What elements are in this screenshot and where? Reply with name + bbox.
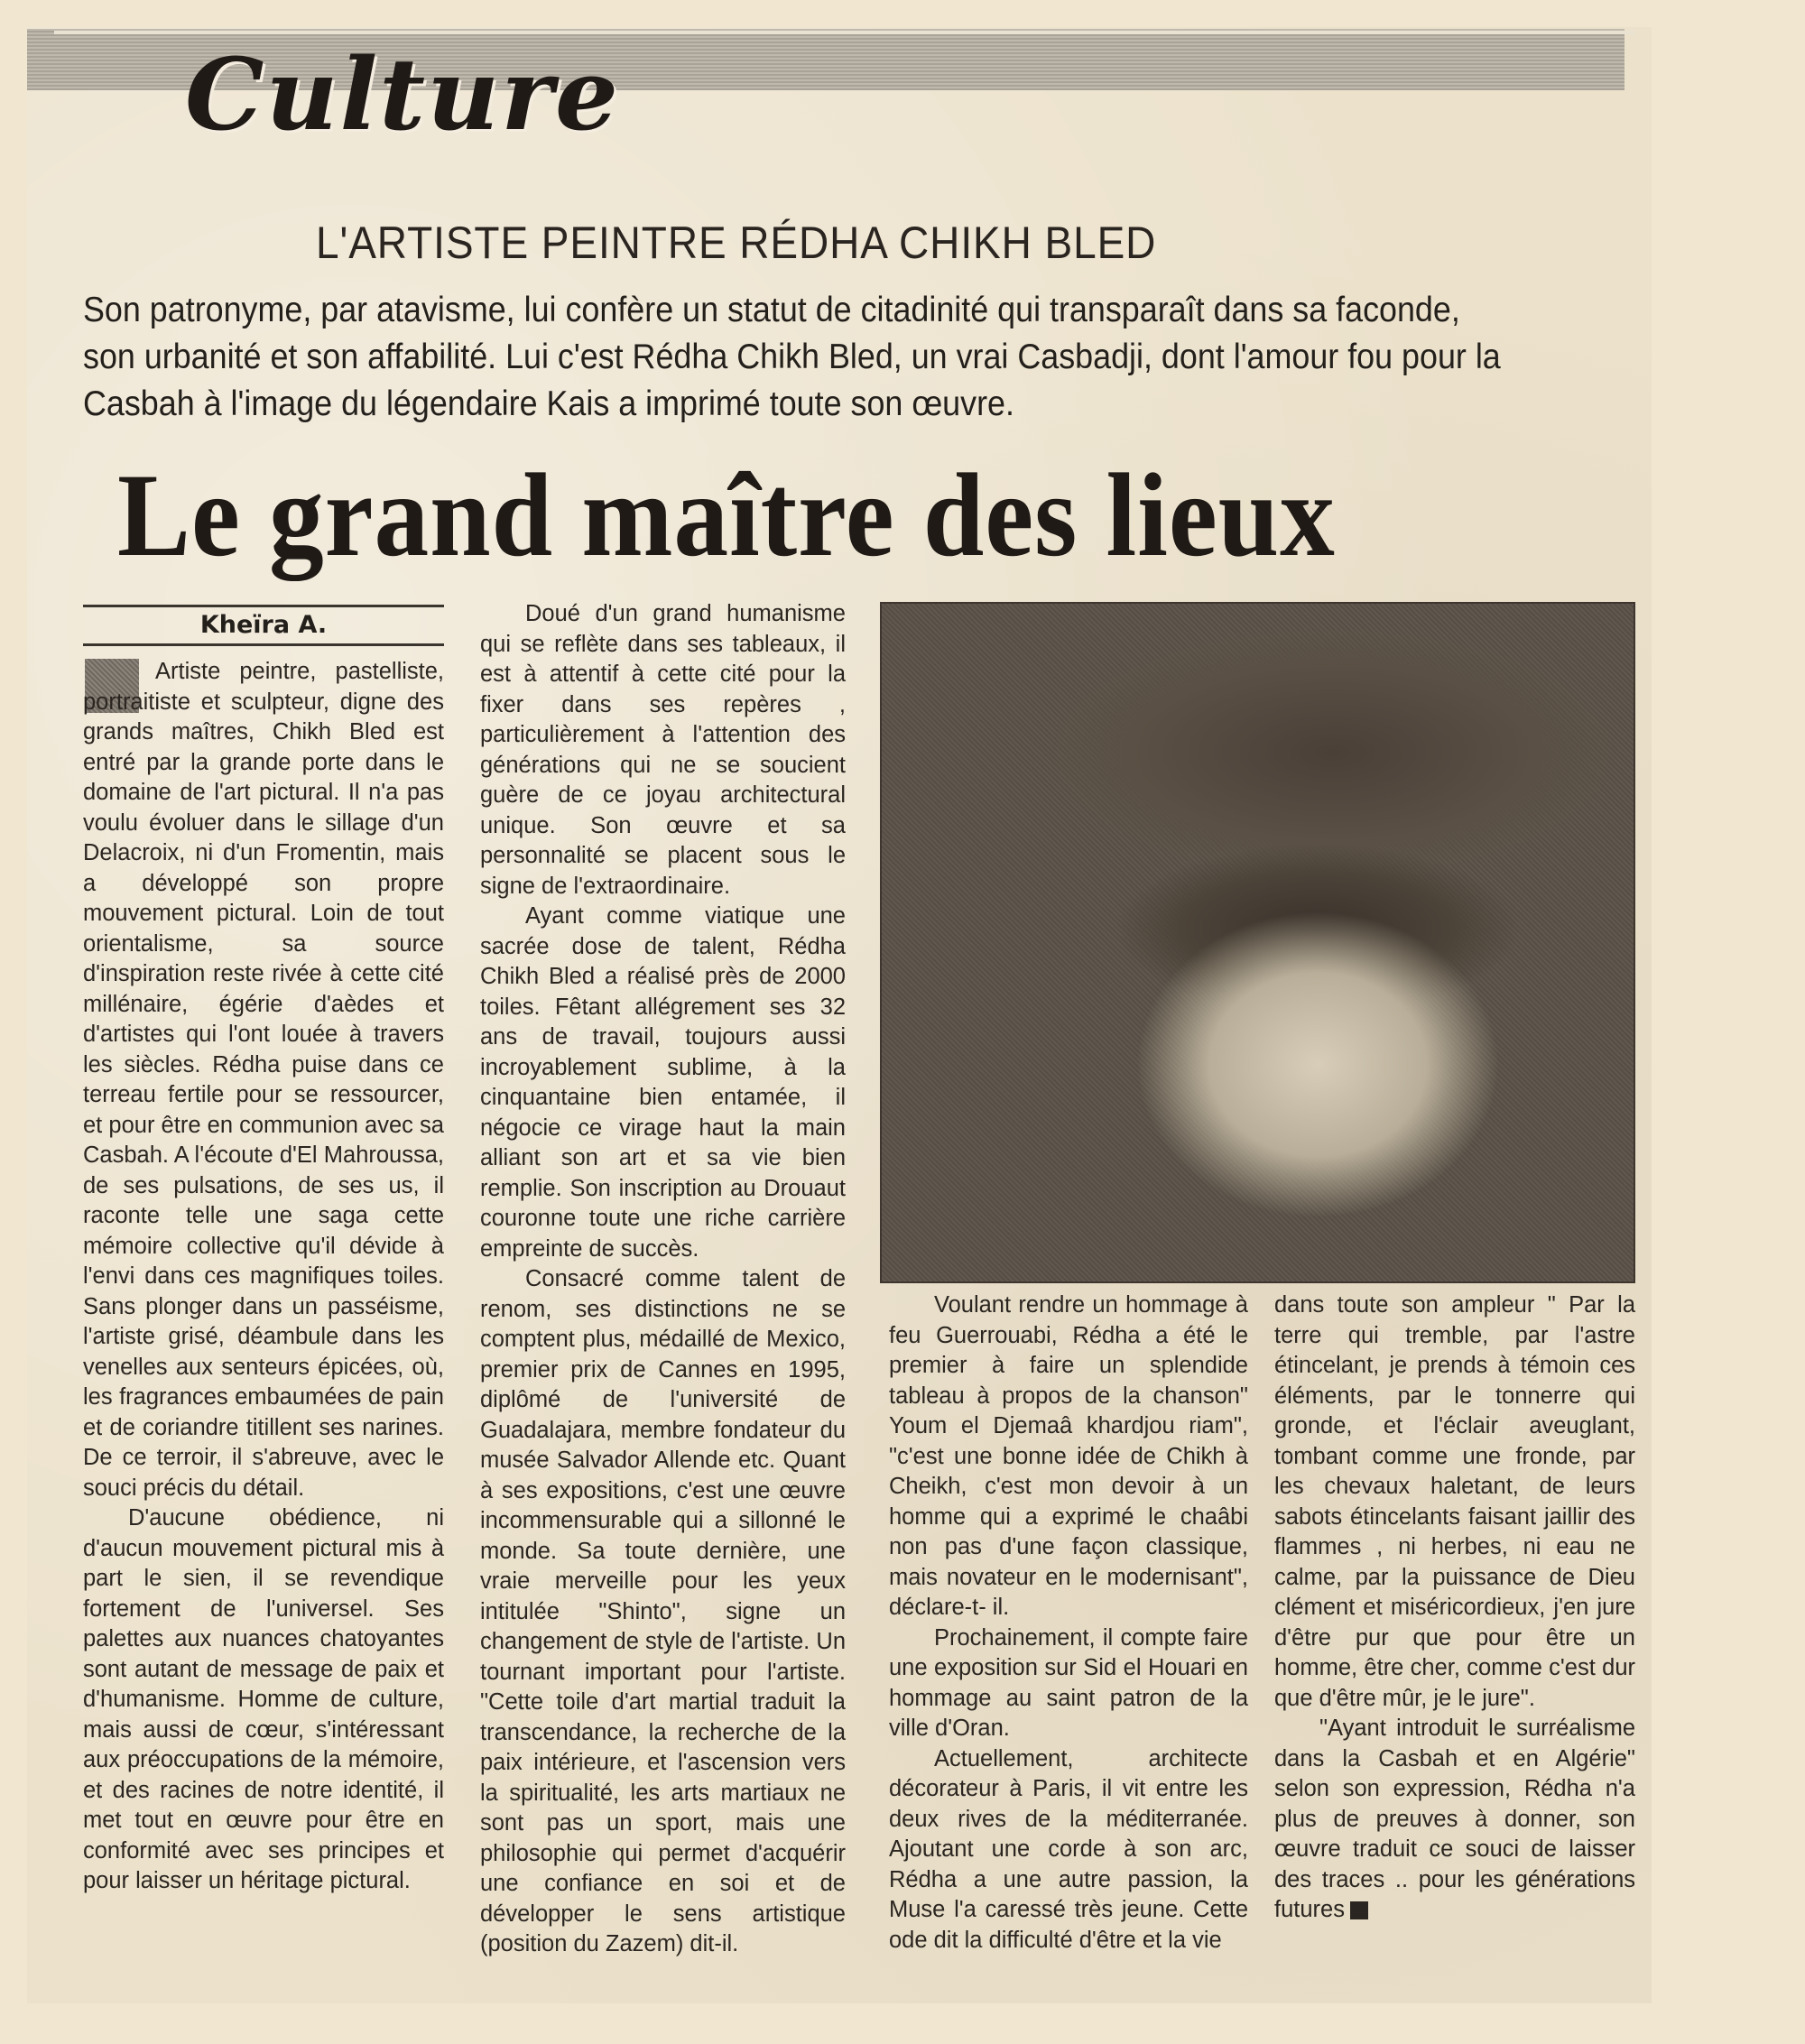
- paragraph: [1274, 1714, 1635, 1926]
- paragraph: Artiste peintre, pastelliste, portraitiste et sculpteur, digne des grands maîtres, Chikh Bled est entré par la grande porte dans le domaine de l'art pictural. Il n'a pas voulu évoluer dans le sillage d'un Delacroix, ni d'un Fromentin, mais a développé son propre mouvement pictural. Loin de tout orientalisme, sa source d'inspiration reste rivée à cette cité millénaire, égérie d'aèdes et d'artistes qui l'ont louée à travers les siècles. Rédha puise dans ce terreau fertile pour se ressourcer, et pour être en communion avec sa Casbah. A l'écoute d'El Mahroussa, de ses pulsations, de ses us, il raconte telle une saga cette mémoire collective qu'il dévide à l'envi dans ces magnifiques toiles. Sans plonger dans un passéisme, l'artiste grisé, déambule dans les venelles aux senteurs épicées, où, les fragrances embaumées de pain et de coriandre titillent ses narines. De ce terroir, il s'abreuve, avec le souci précis du détail.: [83, 659, 444, 1501]
- article-column-1: [83, 657, 444, 1897]
- byline-box: [83, 605, 444, 646]
- kicker: L'ARTISTE PEINTRE RÉDHA CHIKH BLED: [316, 217, 1157, 268]
- paragraph: D'aucune obédience, ni d'aucun mouvement pictural mis à part le sien, il se revendique fortement de l'universel. Ses palettes aux nuances chatoyantes sont autant de message de paix et d'humanisme. Homme de culture, mais aussi de cœur, s'intéressant aux préoccupations de la mémoire, et des racines de notre identité, il met tout en œuvre pour être en conformité avec ses principes et pour laisser un héritage pictural.: [83, 1505, 444, 1893]
- headline: Le grand maître des lieux: [117, 449, 1336, 581]
- end-of-article-icon: [1350, 1901, 1368, 1919]
- paragraph: dans toute son ampleur " Par la terre qui tremble, par l'astre étincelant, je prends à témoin ces éléments, par le tonnerre qui gronde, et l'éclair aveuglant, tombant comme une fronde, par les chevaux haletant, de leurs sabots étincelants faisant jaillir des flammes , ni herbes, ni eau ne calme, par la puissance de Dieu clément et miséricordieux, j'en jure d'être pur que pour être un homme, être cher, comme c'est dur que d'être mûr, je le jure".: [1274, 1292, 1635, 1711]
- article-column-4: [1274, 1290, 1635, 1926]
- banner-rule: [54, 31, 1634, 34]
- byline-author: Kheïra A.: [199, 611, 328, 639]
- chapo-lead: Son patronyme, par atavisme, lui confère un statut de citadinité qui transparaît dans sa faconde, son urbanité et son affabilité. Lui c'est Rédha Chikh Bled, un vrai Casbadji, dont l'amour fou pour la Casbah à l'image du légendaire Kais a imprimé toute son œuvre.: [83, 291, 1501, 423]
- paragraph: Actuellement, architecte décorateur à Paris, il vit entre les deux rives de la méditerranée. Ajoutant une corde à son arc, Rédha a une autre passion, la Muse l'a caressé très jeune. Cette ode dit la difficulté d'être et la vie: [889, 1745, 1248, 1953]
- paragraph-text: "Ayant introduit le surréalisme dans la Casbah et en Algérie" selon son expression, Rédha n'a plus de preuves à donner, son œuvre traduit ce souci de laisser des traces .. pour les générations futures: [1274, 1716, 1635, 1922]
- article-column-3: [889, 1290, 1248, 1956]
- paragraph: Voulant rendre un hommage à feu Guerrouabi, Rédha a été le premier à faire un splendide tableau à propos de la chanson" Youm el Djemaâ khardjou riam", "c'est une bonne idée de Chikh à Cheikh, c'est mon devoir à un homme qui a exprimé le chaâbi non pas d'une façon classique, mais novateur en le modernisant", déclare-t- il.: [889, 1292, 1248, 1620]
- paragraph: Prochainement, il compte faire une exposition sur Sid el Houari en hommage au saint patron de la ville d'Oran.: [889, 1624, 1248, 1741]
- artist-portrait-photo: [880, 602, 1635, 1283]
- section-title: Culture: [185, 36, 621, 153]
- paragraph: Doué d'un grand humanisme qui se reflète dans ses tableaux, il est à attentif à cette cité pour la fixer dans ses repères , particulièrement à l'attention des générations qui ne se soucient guère de ce joyau architectural unique. Son œuvre et sa personnalité se placent sous le signe de l'extraordinaire.: [480, 601, 846, 899]
- article-column-2: [480, 599, 846, 1960]
- paragraph: Consacré comme talent de renom, ses distinctions ne se comptent plus, médaillé de Mexico, premier prix de Cannes en 1995, diplômé de l'université de Guadalajara, membre fondateur du musée Salvador Allende etc. Quant à ses expositions, c'est une œuvre incommensurable qui a sillonné le monde. Sa toute dernière, une vraie merveille pour les yeux intitulée "Shinto", signe un changement de style de l'artiste. Un tournant important pour l'artiste. "Cette toile d'art martial traduit la transcendance, la recherche de la paix intérieure, et l'ascension vers la spiritualité, les arts martiaux ne sont pas un sport, mais une philosophie qui permet d'acquérir une confiance en soi et de développer le sens artistique (position du Zazem) dit-il.: [480, 1266, 846, 1956]
- paragraph: Ayant comme viatique une sacrée dose de talent, Rédha Chikh Bled a réalisé près de 2000 toiles. Fêtant allégrement ses 32 ans de travail, toujours aussi incroyablement sublime, à la cinquantaine bien entamée, il négocie ce virage haut la main alliant son art et sa vie bien remplie. Son inscription au Drouaut couronne toute une riche carrière empreinte de succès.: [480, 903, 846, 1262]
